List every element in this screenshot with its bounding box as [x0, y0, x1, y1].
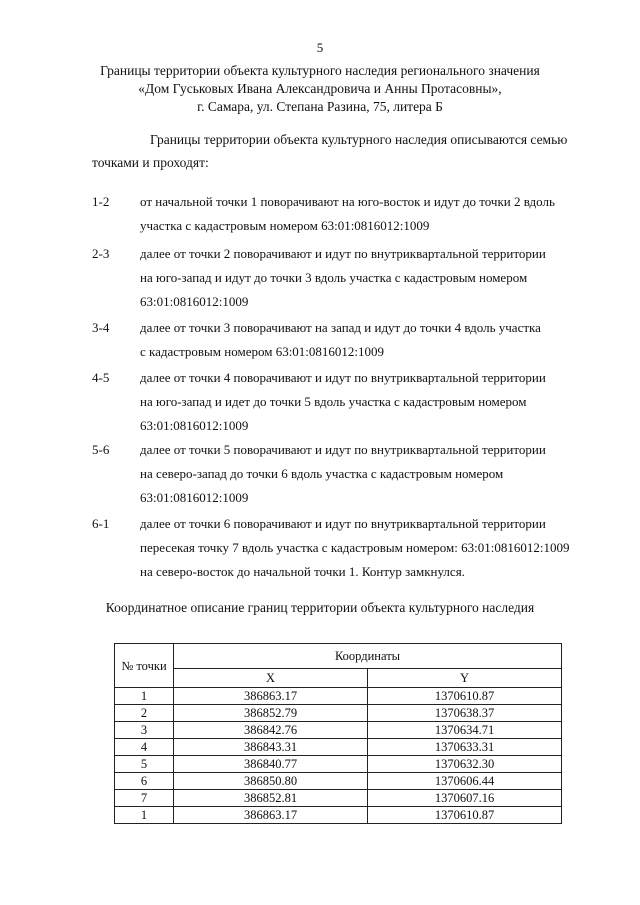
route-description-line: участка с кадастровым номером 63:01:0816012:1009 [140, 218, 430, 233]
x-coordinate-cell: 386850.80 [174, 773, 368, 790]
point-number-cell: 4 [115, 739, 174, 756]
route-description-line: с кадастровым номером 63:01:0816012:1009 [140, 344, 385, 359]
table-row [115, 773, 562, 790]
table-row [115, 688, 562, 705]
y-coordinate-cell: 1370607.16 [368, 790, 562, 807]
route-segment-number: 2-3 [92, 246, 110, 261]
route-description-line: от начальной точки 1 поворачивают на юго-восток и идут до точки 2 вдоль [140, 194, 555, 209]
x-coordinate-cell: 386840.77 [174, 756, 368, 773]
route-description-line: далее от точки 6 поворачивают и идут по внутриквартальной территории [140, 516, 546, 531]
intro-paragraph-line: точками и проходят: [92, 155, 209, 170]
route-description-line: на юго-запад и идут до точки 3 вдоль участка с кадастровым номером [140, 270, 528, 285]
table-row [115, 756, 562, 773]
y-coordinate-cell: 1370606.44 [368, 773, 562, 790]
route-description-line: на северо-восток до начальной точки 1. Контур замкнулся. [140, 564, 465, 579]
x-coordinate-cell: 386842.76 [174, 722, 368, 739]
point-number-cell: 3 [115, 722, 174, 739]
table-row [115, 722, 562, 739]
table-caption: Координатное описание границ территории объекта культурного наследия [105, 600, 535, 615]
table-row [115, 790, 562, 807]
x-coordinate-cell: 386852.81 [174, 790, 368, 807]
y-coordinate-cell: 1370633.31 [368, 739, 562, 756]
route-description-line: 63:01:0816012:1009 [140, 294, 249, 309]
route-description-line: пересекая точку 7 вдоль участка с кадастровым номером: 63:01:0816012:1009 [140, 540, 570, 555]
x-coordinate-cell: 386843.31 [174, 739, 368, 756]
column-header-coordinates: Координаты [174, 644, 562, 669]
x-coordinate-cell: 386852.79 [174, 705, 368, 722]
route-description-line: на юго-запад и идет до точки 5 вдоль участка с кадастровым номером [140, 394, 527, 409]
heading-line: Границы территории объекта культурного наследия регионального значения [100, 63, 540, 78]
route-description-line: далее от точки 2 поворачивают и идут по внутриквартальной территории [140, 246, 546, 261]
route-description-line: на северо-запад до точки 6 вдоль участка с кадастровым номером [140, 466, 504, 481]
heading-line: г. Самара, ул. Степана Разина, 75, литера Б [197, 99, 443, 114]
y-coordinate-cell: 1370610.87 [368, 807, 562, 824]
table-row [115, 739, 562, 756]
point-number-cell: 1 [115, 807, 174, 824]
route-segment-number: 3-4 [92, 320, 110, 335]
column-header-y: Y [368, 669, 562, 688]
heading-line: «Дом Гуськовых Ивана Александровича и Анны Протасовны», [138, 81, 502, 96]
route-description-line: 63:01:0816012:1009 [140, 418, 249, 433]
table-row [115, 807, 562, 824]
route-description-line: 63:01:0816012:1009 [140, 490, 249, 505]
column-header-point-number: № точки [115, 644, 174, 688]
point-number-cell: 2 [115, 705, 174, 722]
route-segment-number: 1-2 [92, 194, 110, 209]
point-number-cell: 7 [115, 790, 174, 807]
point-number-cell: 6 [115, 773, 174, 790]
route-segment-number: 4-5 [92, 370, 110, 385]
y-coordinate-cell: 1370634.71 [368, 722, 562, 739]
x-coordinate-cell: 386863.17 [174, 688, 368, 705]
point-number-cell: 5 [115, 756, 174, 773]
coordinates-table [114, 643, 562, 824]
page-number: 5 [316, 40, 324, 55]
route-segment-number: 6-1 [92, 516, 110, 531]
document-heading [60, 62, 580, 116]
route-description-line: далее от точки 3 поворачивают на запад и идут до точки 4 вдоль участка [140, 320, 541, 335]
y-coordinate-cell: 1370638.37 [368, 705, 562, 722]
table-row [115, 705, 562, 722]
route-segment-number: 5-6 [92, 442, 110, 457]
route-description-line: далее от точки 5 поворачивают и идут по внутриквартальной территории [140, 442, 546, 457]
x-coordinate-cell: 386863.17 [174, 807, 368, 824]
point-number-cell: 1 [115, 688, 174, 705]
route-description-line: далее от точки 4 поворачивают и идут по внутриквартальной территории [140, 370, 546, 385]
y-coordinate-cell: 1370610.87 [368, 688, 562, 705]
y-coordinate-cell: 1370632.30 [368, 756, 562, 773]
intro-paragraph-line: Границы территории объекта культурного наследия описываются семью [150, 132, 568, 147]
column-header-x: X [174, 669, 368, 688]
